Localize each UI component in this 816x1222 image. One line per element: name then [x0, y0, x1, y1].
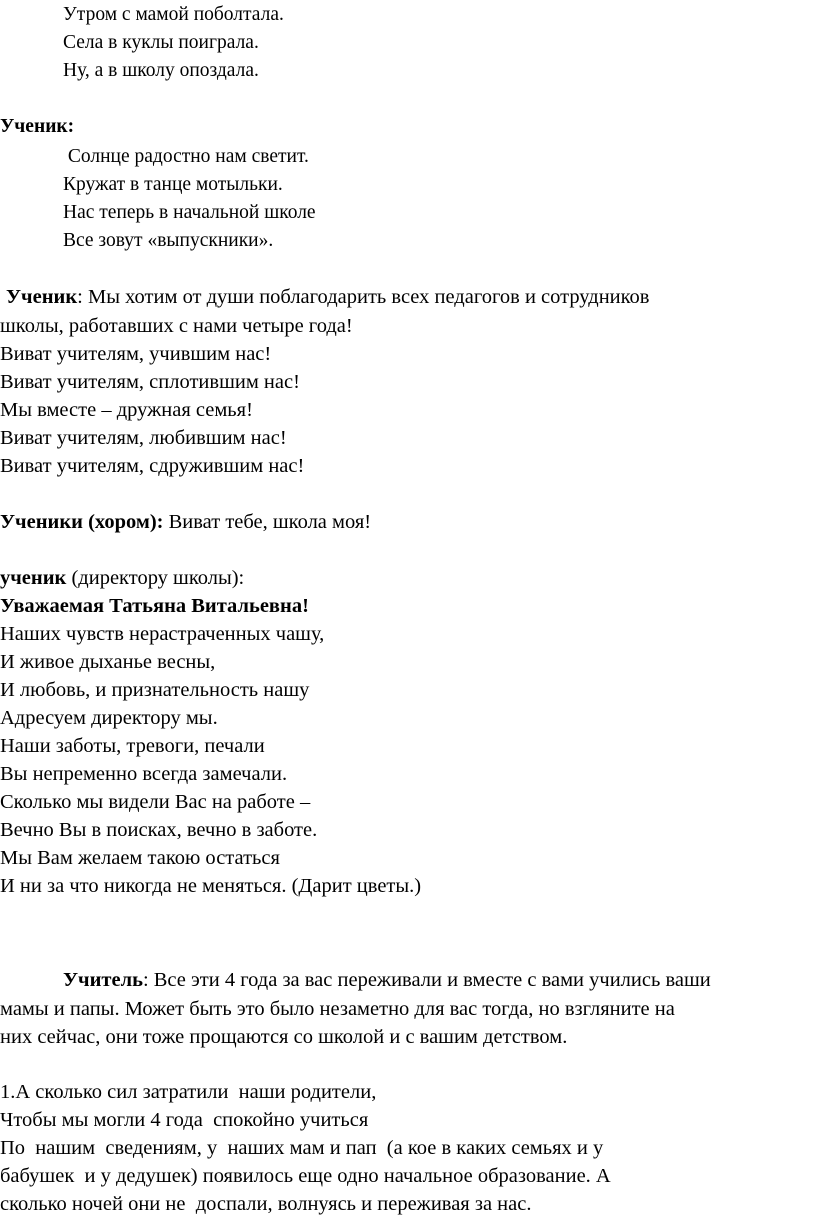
address-line: Уважаемая Татьяна Витальевна! — [0, 595, 309, 617]
paragraph-line: Виват учителям, любившим нас! — [0, 427, 287, 449]
paragraph-line: Виват учителям, сдружившим нас! — [0, 455, 305, 477]
paragraph-line: Чтобы мы могли 4 года спокойно учиться — [0, 1109, 369, 1131]
poem-line: Села в куклы поиграла. — [63, 32, 259, 53]
poem-line: И живое дыханье весны, — [0, 651, 216, 673]
poem-line: Нас теперь в начальной школе — [63, 202, 316, 223]
paragraph-line: них сейчас, они тоже прощаются со школой и с вашим детством. — [0, 1026, 568, 1048]
paragraph-line: Мы вместе – дружная семья! — [0, 399, 253, 421]
poem-line: Наши заботы, тревоги, печали — [0, 735, 265, 757]
paragraph-line: сколько ночей они не доспали, волнуясь и переживая за нас. — [0, 1193, 532, 1215]
poem-line: Солнце радостно нам светит. — [63, 146, 309, 167]
speaker-label: Ученик — [6, 286, 78, 308]
poem-line: Вечно Вы в поисках, вечно в заботе. — [0, 819, 318, 841]
chorus-line: Ученики (хором): Виват тебе, школа моя! — [0, 511, 372, 533]
speaker-label: Учитель — [63, 969, 143, 991]
paragraph-line: Виват учителям, учившим нас! — [0, 343, 272, 365]
speaker-label: ученик — [0, 567, 67, 589]
speaker-label: Ученик: — [0, 116, 75, 137]
paragraph-line: бабушек и у дедушек) появилось еще одно начальное образование. А — [0, 1165, 611, 1187]
poem-line: И любовь, и признательность нашу — [0, 679, 310, 701]
poem-line: Вы непременно всегда замечали. — [0, 763, 288, 785]
poem-line: Утром с мамой поболтала. — [63, 4, 284, 25]
paragraph-line: По нашим сведениям, у наших мам и пап (а кое в каких семьях и у — [0, 1137, 604, 1159]
poem-line: Мы Вам желаем такою остаться — [0, 847, 280, 869]
speaker-label: Ученики (хором): — [0, 511, 164, 533]
paragraph-line: Учитель: Все эти 4 года за вас переживали и вместе с вами учились ваши — [63, 969, 711, 991]
poem-line: Ну, а в школу опоздала. — [63, 60, 259, 81]
paragraph-line: Виват учителям, сплотившим нас! — [0, 371, 300, 393]
poem-line: Кружат в танце мотыльки. — [63, 174, 283, 195]
poem-line: Адресуем директору мы. — [0, 707, 218, 729]
poem-line: Все зовут «выпускники». — [63, 230, 274, 251]
poem-line: И ни за что никогда не меняться. (Дарит цветы.) — [0, 875, 422, 897]
poem-line: Наших чувств нерастраченных чашу, — [0, 623, 325, 645]
paragraph-line: школы, работавших с нами четыре года! — [0, 315, 353, 337]
paragraph-line: мамы и папы. Может быть это было незаметно для вас тогда, но взгляните на — [0, 998, 675, 1020]
paragraph-line: ученик (директору школы): — [0, 567, 245, 589]
paragraph-line: Ученик: Мы хотим от души поблагодарить всех педагогов и сотрудников — [6, 286, 650, 308]
paragraph-line: 1.А сколько сил затратили наши родители, — [0, 1081, 377, 1103]
poem-line: Сколько мы видели Вас на работе – — [0, 791, 311, 813]
